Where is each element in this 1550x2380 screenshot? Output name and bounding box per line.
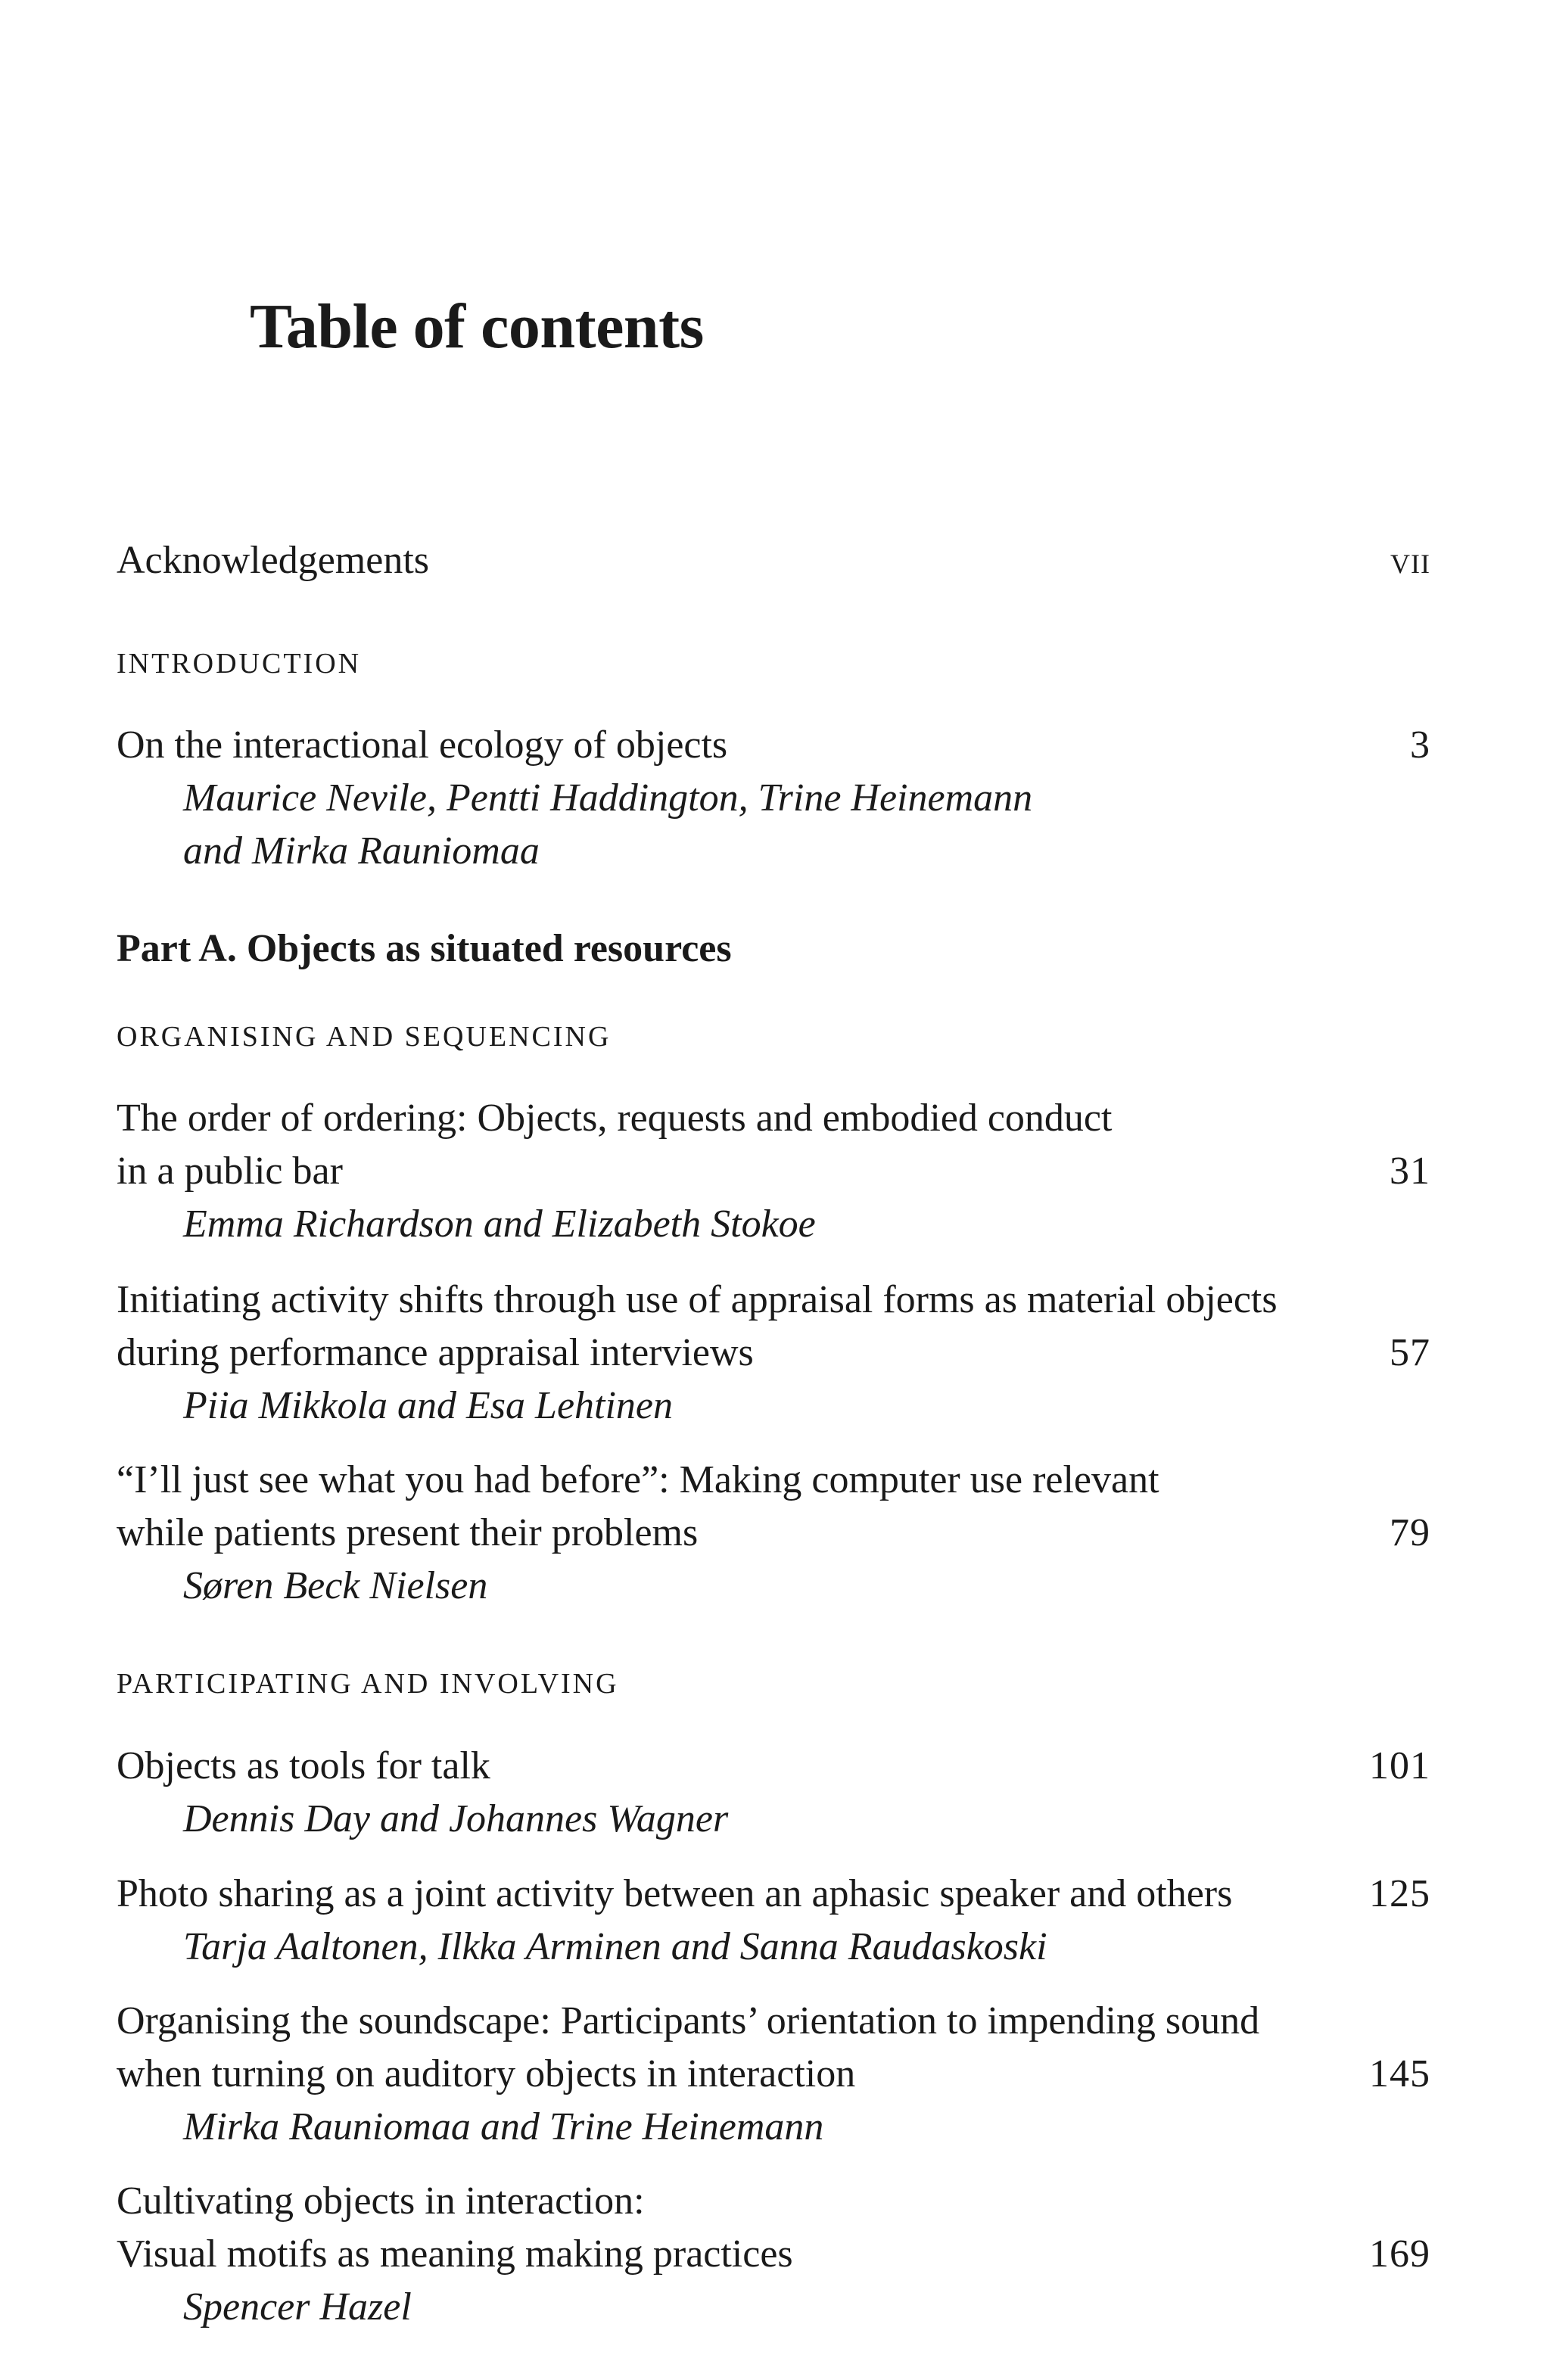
entry-title: Objects as tools for talk (117, 1744, 490, 1787)
entry-title: during performance appraisal interviews (117, 1331, 754, 1374)
entry-title-line (117, 1507, 1430, 1560)
entry-authors: and Mirka Rauniomaa (183, 829, 540, 873)
toc-entry[interactable] (117, 1868, 1430, 1974)
page-number: 31 (1390, 1150, 1430, 1193)
entry-title: while patients present their problems (117, 1511, 699, 1554)
page-number: 145 (1369, 2052, 1430, 2095)
entry-title-line (117, 2228, 1430, 2281)
entry-title-line (117, 1274, 1430, 1327)
entry-authors: Maurice Nevile, Pentti Haddington, Trine Heinemann (183, 776, 1033, 820)
entry-authors: Dennis Day and Johannes Wagner (183, 1797, 729, 1840)
section-label-organising: ORGANISING AND SEQUENCING (117, 1021, 612, 1053)
toc-entry[interactable] (117, 1995, 1430, 2154)
entry-authors: Tarja Aaltonen, Ilkka Arminen and Sanna Raudaskoski (183, 1925, 1047, 1968)
page-number: 101 (1369, 1744, 1430, 1787)
page-number: 169 (1369, 2232, 1430, 2276)
toc-entry[interactable] (117, 719, 1430, 878)
toc-entry[interactable] (117, 1274, 1430, 1433)
toc-entry[interactable] (117, 1454, 1430, 1613)
entry-title: when turning on auditory objects in interaction (117, 2052, 856, 2095)
entry-title: in a public bar (117, 1150, 343, 1193)
toc-entry[interactable] (117, 1740, 1430, 1846)
entry-title: Photo sharing as a joint activity between an aphasic speaker and others (117, 1872, 1233, 1915)
entry-title-line (117, 1092, 1430, 1145)
part-heading: Part A. Objects as situated resources (117, 927, 732, 970)
entry-authors: Mirka Rauniomaa and Trine Heinemann (183, 2105, 824, 2148)
entry-title-line (117, 1995, 1430, 2048)
entry-title-line (117, 1145, 1430, 1198)
entry-authors: Søren Beck Nielsen (183, 1564, 488, 1607)
page-number: 57 (1390, 1331, 1430, 1374)
page-number: 3 (1410, 723, 1430, 767)
entry-authors: Emma Richardson and Elizabeth Stokoe (183, 1202, 816, 1246)
entry-title-line (117, 2175, 1430, 2228)
entry-title: Cultivating objects in interaction: (117, 2179, 645, 2223)
entry-title: “I’ll just see what you had before”: Making computer use relevant (117, 1458, 1159, 1501)
toc-entry-acknowledgements[interactable] (117, 534, 1430, 587)
entry-title: On the interactional ecology of objects (117, 723, 728, 767)
entry-title: Initiating activity shifts through use of appraisal forms as material objects (117, 1278, 1278, 1321)
page-title: Table of contents (250, 291, 704, 362)
entry-title-line (117, 1454, 1430, 1507)
entry-title-line (117, 534, 1430, 587)
entry-title: Visual motifs as meaning making practices (117, 2232, 793, 2276)
page-number: 125 (1369, 1872, 1430, 1915)
entry-authors: Piia Mikkola and Esa Lehtinen (183, 1384, 674, 1427)
toc-entry[interactable] (117, 1092, 1430, 1251)
entry-title: The order of ordering: Objects, requests and embodied conduct (117, 1097, 1113, 1140)
toc-entry[interactable] (117, 2175, 1430, 2334)
page-number: vii (1390, 539, 1430, 582)
section-label-participating: PARTICIPATING AND INVOLVING (117, 1668, 619, 1700)
entry-title-line (117, 2048, 1430, 2101)
entry-title-line (117, 1740, 1430, 1793)
entry-title: Organising the soundscape: Participants’ orientation to impending sound (117, 1999, 1260, 2042)
entry-title: Acknowledgements (117, 539, 430, 582)
section-label-introduction: INTRODUCTION (117, 648, 362, 680)
entry-title-line (117, 1868, 1430, 1921)
page-number: 79 (1390, 1511, 1430, 1554)
entry-title-line (117, 719, 1430, 772)
entry-title-line (117, 1327, 1430, 1380)
entry-authors: Spencer Hazel (183, 2285, 412, 2329)
